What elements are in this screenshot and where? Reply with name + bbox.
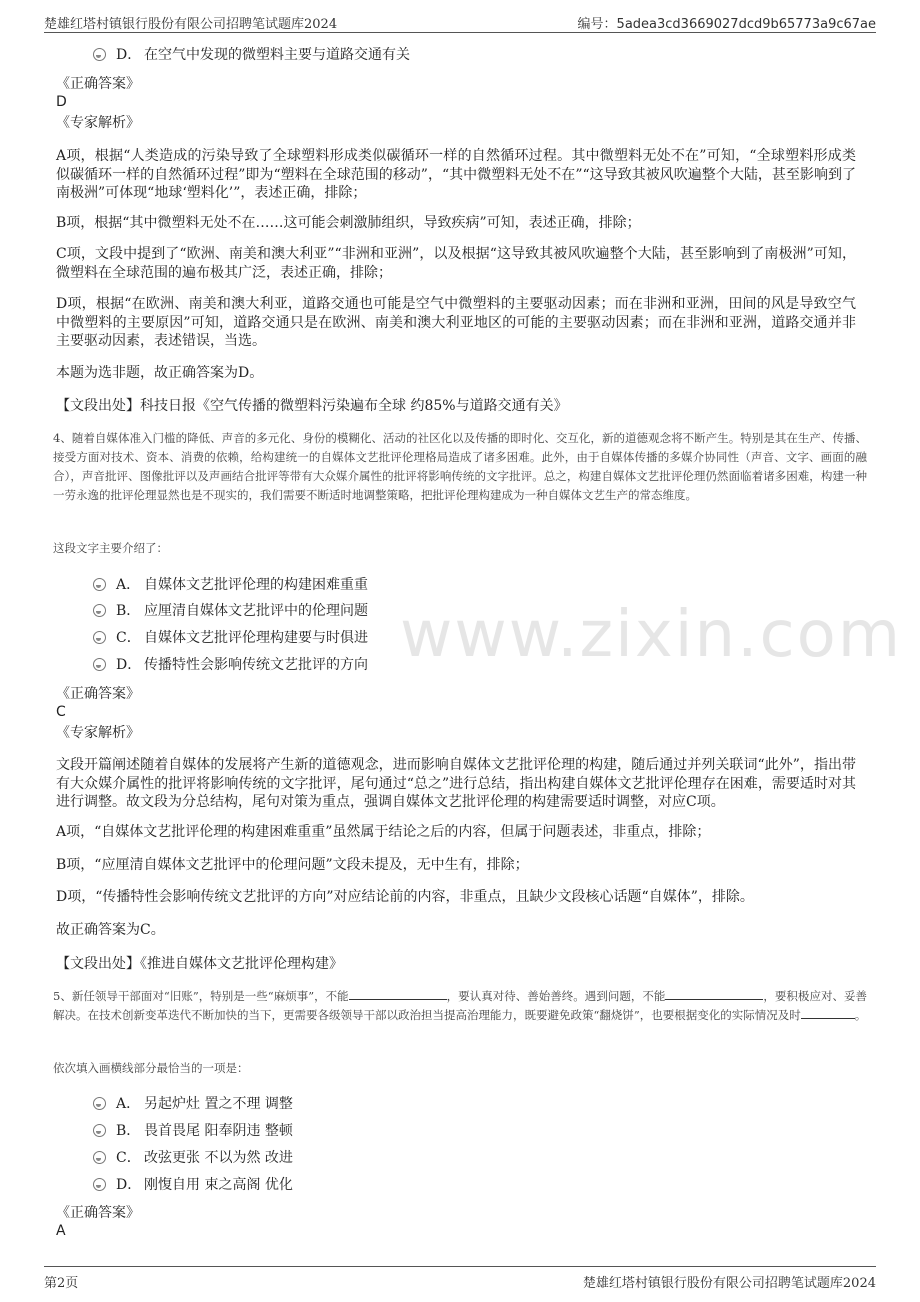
page-number: 第2页	[44, 1276, 79, 1291]
question-prompt: 依次填入画横线部分最恰当的一项是：	[53, 1061, 249, 1075]
q4-option-b[interactable]: B． 应厘清自媒体文艺批评中的伦理问题	[93, 601, 368, 621]
analysis-paragraph: D项，根据“在欧洲、南美和澳大利亚，道路交通也可能是空气中微塑料的主要驱动因素；而在非洲和亚洲，田间的风是导致空气中微塑料的主要原因”可知，道路交通只是在欧洲、南美和澳大利亚地区的可能的主要驱动因素；而在非洲和亚洲，道路交通并非主要驱动因素，表述错误，当选。	[56, 296, 856, 349]
analysis-paragraph: A项，“自媒体文艺批评伦理的构建困难重重”虽然属于结论之后的内容，但属于问题表述，非重点，排除；	[56, 824, 711, 840]
answer-label: 《正确答案》	[56, 1205, 140, 1221]
analysis-label: 《专家解析》	[56, 725, 140, 741]
radio-icon[interactable]	[93, 604, 106, 617]
answer-label: 《正确答案》	[56, 686, 140, 702]
analysis-paragraph: C项，文段中提到了“欧洲、南美和澳大利亚”“非洲和亚洲”，以及根据“这导致其被风吹遍整个大陆，甚至影响到了南极洲”可知，微塑料在全球范围的遍布极其广泛，表述正确，排除；	[56, 246, 856, 281]
q4-option-c[interactable]: C． 自媒体文艺批评伦理构建要与时俱进	[93, 628, 368, 648]
analysis-paragraph: B项，“应厘清自媒体文艺批评中的伦理问题”文段未提及，无中生有，排除；	[56, 857, 529, 873]
analysis-paragraph: 文段开篇阐述随着自媒体的发展将产生新的道德观念，进而影响自媒体文艺批评伦理的构建，随后通过并列关联词“此外”，指出带有大众媒介属性的批评将影响传统的文字批评，尾句通过“总之”进行总结，指出构建自媒体文艺批评伦理存在困难，需要适时对其进行调整。故文段为分总结构，尾句对策为重点，强调自媒体文艺批评伦理的构建需要适时调整，对应C项。	[56, 757, 856, 810]
header-title: 楚雄红塔村镇银行股份有限公司招聘笔试题库2024	[44, 17, 338, 32]
analysis-label: 《专家解析》	[56, 115, 140, 131]
answer-value: D	[56, 94, 67, 110]
page-header	[0, 0, 920, 32]
q5-option-c[interactable]: C． 改弦更张 不以为然 改进	[93, 1148, 293, 1168]
answer-value: C	[56, 704, 66, 720]
header-doc-id: 编号：5adea3cd3669027dcd9b65773a9c67ae	[577, 17, 876, 32]
radio-icon[interactable]	[93, 1124, 106, 1137]
analysis-paragraph: A项，根据“人类造成的污染导致了全球塑料形成类似碳循环一样的自然循环过程。其中微塑料无处不在”可知，“全球塑料形成类似碳循环一样的自然循环过程”即为“塑料在全球范围的移动”，“其中微塑料无处不在”“这导致其被风吹遍整个大陆，甚至影响到了南极洲”可体现“地球‘塑料化’”，表述正确，排除；	[56, 148, 856, 201]
radio-icon[interactable]	[93, 1151, 106, 1164]
page-footer	[0, 1266, 920, 1302]
q3-option-d[interactable]: D． 在空气中发现的微塑料主要与道路交通有关	[93, 45, 410, 65]
answer-value: A	[56, 1223, 66, 1239]
footer-title: 楚雄红塔村镇银行股份有限公司招聘笔试题库2024	[582, 1276, 876, 1291]
fill-blank-1	[349, 989, 447, 1000]
q5-option-b[interactable]: B． 畏首畏尾 阳奉阴违 整顿	[93, 1121, 293, 1141]
analysis-paragraph: B项，根据“其中微塑料无处不在……这可能会刺激肺组织，导致疾病”可知，表述正确，排除；	[56, 215, 641, 231]
answer-label: 《正确答案》	[56, 76, 140, 92]
watermark: www.zixin.com	[400, 598, 903, 672]
source-citation: 【文段出处】《推进自媒体文艺批评伦理构建》	[56, 956, 343, 972]
q4-option-d[interactable]: D． 传播特性会影响传统文艺批评的方向	[93, 655, 368, 675]
question-prompt: 这段文字主要介绍了：	[53, 541, 168, 555]
fill-blank-3	[801, 1008, 855, 1019]
analysis-paragraph: D项，“传播特性会影响传统文艺批评的方向”对应结论前的内容，非重点，且缺少文段核心话题“自媒体”，排除。	[56, 889, 754, 905]
q4-option-a[interactable]: A． 自媒体文艺批评伦理的构建困难重重	[93, 575, 368, 595]
radio-icon[interactable]	[93, 48, 106, 61]
footer-divider	[44, 1266, 876, 1267]
radio-icon[interactable]	[93, 1097, 106, 1110]
question-stem: 5、新任领导干部面对“旧账”，特别是一些“麻烦事”，不能 ，要认真对待、善始善终。遇到问题，不能 ，要积极应对、妥善解决。在技术创新变革迭代不断加快的当下，更需要各级领导干部以政治担当提高治理能力，既要避免政策“翻烧饼”，也要根据变化的实际情况及时 。	[53, 989, 867, 1022]
radio-icon[interactable]	[93, 631, 106, 644]
analysis-conclusion: 本题为选非题，故正确答案为D。	[56, 365, 264, 381]
analysis-conclusion: 故正确答案为C。	[56, 922, 165, 938]
source-citation: 【文段出处】科技日报《空气传播的微塑料污染遍布全球 约85%与道路交通有关》	[56, 398, 568, 414]
radio-icon[interactable]	[93, 578, 106, 591]
q5-option-d[interactable]: D． 刚愎自用 束之高阁 优化	[93, 1175, 293, 1195]
fill-blank-2	[665, 989, 763, 1000]
header-divider	[44, 32, 876, 33]
radio-icon[interactable]	[93, 658, 106, 671]
radio-icon[interactable]	[93, 1178, 106, 1191]
question-stem: 4、随着自媒体准入门槛的降低、声音的多元化、身份的模糊化、活动的社区化以及传播的即时化、交互化，新的道德观念将不断产生。特别是其在生产、传播、接受方面对技术、资本、消费的依赖，给构建统一的自媒体文艺批评伦理格局造成了诸多困难。此外，由于自媒体传播的多媒介协同性（声音、文字、画面的融合），声音批评、图像批评以及声画结合批评等带有大众媒介属性的批评将影响传统的文字批评。总之，构建自媒体文艺批评伦理仍然面临着诸多困难，构建一种一劳永逸的批评伦理显然也是不现实的，我们需要不断适时地调整策略，把批评伦理构建成为一种自媒体文艺生产的常态维度。	[53, 431, 867, 502]
q5-option-a[interactable]: A． 另起炉灶 置之不理 调整	[93, 1094, 293, 1114]
